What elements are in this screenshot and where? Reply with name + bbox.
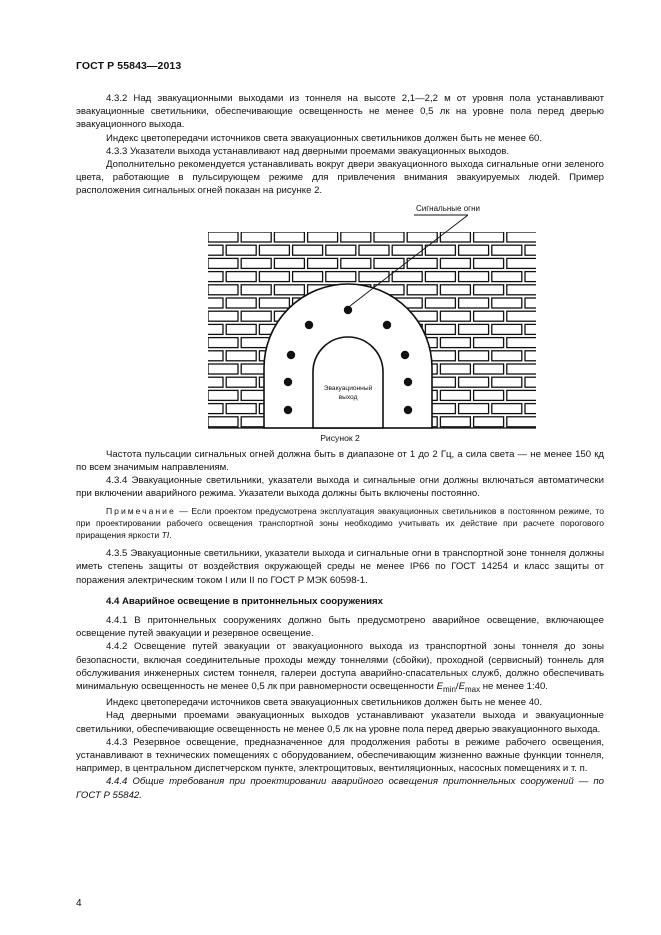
paragraph-exit-signs: Над дверными проемами эвакуационных выходов устанавливают указатели выхода и эвакуационные светильники, обеспечивающие освещенность не менее 0,5 лк на уровне пола перед дверью эвакуационного выхода. (76, 710, 604, 735)
brick (459, 403, 489, 413)
brick (507, 284, 537, 294)
brick (193, 403, 223, 413)
brick (241, 232, 271, 242)
signal-light (401, 350, 409, 358)
document-body (76, 92, 604, 802)
brick (241, 258, 271, 268)
figure-2 (76, 200, 604, 444)
signal-light (404, 405, 412, 413)
brick (474, 364, 504, 374)
brick (507, 232, 537, 242)
brick (440, 416, 470, 426)
figure-2-drawing (76, 200, 604, 432)
signal-light (404, 377, 412, 385)
brick (341, 232, 371, 242)
brick (474, 337, 504, 347)
paragraph-4-3-3: 4.3.3 Указатели выхода устанавливают над дверными проемами эвакуационных выходов. (106, 145, 510, 157)
note-end: . (169, 529, 172, 540)
brick (208, 337, 238, 347)
brick (425, 245, 455, 255)
brick (440, 390, 470, 400)
brick (208, 284, 238, 294)
ratio-sub-min: min (443, 684, 456, 694)
brick (308, 232, 338, 242)
brick (474, 416, 504, 426)
paragraph-4-4-1: 4.4.1 В притоннельных сооружениях должно быть предусмотрено аварийное освещение, включающее освещение путей эвакуации и резервное освещение. (76, 615, 604, 640)
brick (425, 324, 455, 334)
brick (459, 324, 489, 334)
note (76, 506, 604, 541)
ratio-slash: / (455, 681, 459, 693)
brick (259, 298, 289, 308)
brick (193, 377, 223, 387)
brick (459, 298, 489, 308)
brick (359, 245, 389, 255)
brick (226, 324, 256, 334)
brick (274, 258, 304, 268)
brick (208, 416, 238, 426)
brick (326, 271, 356, 281)
signal-light (344, 305, 352, 313)
brick (226, 271, 256, 281)
brick (492, 377, 522, 387)
brick (241, 311, 271, 321)
brick (440, 258, 470, 268)
brick (492, 271, 522, 281)
brick (492, 298, 522, 308)
door-label-line1: Эвакуационный (323, 384, 373, 392)
ratio-tail: не менее 1:40. (480, 681, 548, 693)
document-header: ГОСТ Р 55843—2013 (76, 60, 182, 72)
brick (525, 271, 555, 281)
brick (425, 298, 455, 308)
brick (241, 284, 271, 294)
ratio-e-min: E (436, 681, 443, 693)
page-number: 4 (76, 898, 82, 909)
door-label-line2: выход (338, 393, 358, 401)
brick (308, 258, 338, 268)
brick (208, 258, 238, 268)
brick (440, 337, 470, 347)
callout-label: Сигнальные огни (416, 203, 480, 213)
signal-light (284, 405, 292, 413)
brick (359, 271, 389, 281)
paragraph-4-3-2: 4.3.2 Над эвакуационными выходами из тоннеля на высоте 2,1—2,2 м от уровня пола устанавливают эвакуационные светильники, обеспечивающие освещенность не менее 0,5 лк на уровне пола перед дверью эвакуационного выхода. (76, 93, 604, 131)
brick (507, 337, 537, 347)
brick (459, 245, 489, 255)
brick (459, 350, 489, 360)
paragraph-cri-40: Индекс цветопередачи источников света эвакуационных светильников должен быть не менее 40. (106, 697, 543, 709)
brick (274, 232, 304, 242)
paragraph-pulse-frequency: Частота пульсации сигнальных огней должна быть в диапазоне от 1 до 2 Гц, а сила света — не менее 150 кд по всем значимым направлениям. (76, 448, 604, 473)
brick (525, 245, 555, 255)
paragraph-4-4-3: 4.4.3 Резервное освещение, предназначенное для продолжения работы в режиме рабочего освещения, устанавливают в технических помещениях с оборудованием, обеспечивающим жизненно важные функции тоннеля, например, в центральном диспетчерском пункте, электрощитовых, вентиляционных, насосных помещениях и т. п. (76, 736, 604, 775)
brick (440, 311, 470, 321)
brick (193, 271, 223, 281)
brick (525, 377, 555, 387)
brick (507, 416, 537, 426)
brick (326, 245, 356, 255)
paragraph-4-3-5: 4.3.5 Эвакуационные светильники, указатели выхода и сигнальные огни в транспортной зоне тоннеля должны иметь степень защиты от воздействия окружающей среды не менее IP66 по ГОСТ 14254 и класс защиты от поражения электрическим током I или II по ГОСТ Р МЭК 60598-1. (76, 548, 604, 586)
brick (525, 350, 555, 360)
paragraph-4-3-4: 4.3.4 Эвакуационные светильники, указатели выхода и сигнальные огни должны включаться автоматически при включении аварийного режима. Указатели выхода должны быть включены постоянно. (76, 475, 604, 500)
brick (507, 364, 537, 374)
brick (525, 298, 555, 308)
brick (193, 245, 223, 255)
brick (474, 232, 504, 242)
signal-light (305, 320, 313, 328)
brick (208, 364, 238, 374)
brick (226, 350, 256, 360)
brick (407, 258, 437, 268)
brick (474, 284, 504, 294)
paragraph-4-4-4: 4.4.4 Общие требования при проектировании аварийного освещения притоннельных сооружений — по ГОСТ Р 55842. (76, 776, 604, 801)
note-ti: TI (161, 529, 170, 540)
brick (474, 390, 504, 400)
brick (259, 245, 289, 255)
section-heading-4-4: 4.4 Аварийное освещение в притоннельных сооружениях (106, 595, 383, 607)
brick (492, 403, 522, 413)
brick (226, 377, 256, 387)
note-label: Примечание (106, 506, 176, 517)
note-text: — Если проектом предусмотрена эксплуатация эвакуационных светильников в постоянном режиме, то при проектировании рабочего освещения транспортной зоны необходимо учитывать их действие при расчете порогового приращения яркости (76, 506, 604, 540)
paragraph-signal-lights: Дополнительно рекомендуется устанавливать вокруг двери эвакуационного выхода сигнальные огни зеленого цвета, работающие в пульсирующем режиме для привлечения внимания эвакуируемых людей. Пример расположения сигнальных огней показан на рисунке 2. (76, 159, 604, 197)
brick (474, 311, 504, 321)
brick (193, 350, 223, 360)
brick (492, 324, 522, 334)
brick (374, 258, 404, 268)
ratio-sub-max: max (464, 684, 481, 694)
brick (392, 271, 422, 281)
brick (226, 298, 256, 308)
brick (208, 232, 238, 242)
brick (407, 232, 437, 242)
brick (440, 232, 470, 242)
brick (440, 284, 470, 294)
brick (226, 403, 256, 413)
brick (226, 245, 256, 255)
brick (425, 271, 455, 281)
brick (407, 284, 437, 294)
brick (341, 258, 371, 268)
brick (492, 245, 522, 255)
paragraph-cri-60: Индекс цветопередачи источников света эвакуационных светильников должен быть не менее 60. (106, 132, 543, 144)
brick (507, 258, 537, 268)
paragraph-4-4-2 (76, 640, 604, 696)
signal-light (383, 320, 391, 328)
brick (525, 403, 555, 413)
brick (459, 377, 489, 387)
brick (193, 298, 223, 308)
figure-caption: Рисунок 2 (320, 432, 360, 443)
brick (208, 390, 238, 400)
brick (293, 245, 323, 255)
brick (525, 324, 555, 334)
signal-light (284, 377, 292, 385)
brick (293, 271, 323, 281)
paragraph-4-4-2-text: 4.4.2 Освещение путей эвакуации от эвакуационного выхода из транспортной зоны тоннеля до зоны безопасности, включая соединительные проходы между тоннелями (сбойки), проходной (сервисный) тоннель для обслуживания инженерных систем тоннеля, галереи доступа аварийно-спасательных служб, должно обеспечивать минимальную освещенность не менее 0,5 лк при равномерности освещенности (76, 641, 604, 693)
brick (492, 350, 522, 360)
brick (507, 311, 537, 321)
brick (507, 390, 537, 400)
brick (474, 258, 504, 268)
evacuation-door (313, 337, 383, 428)
brick (374, 232, 404, 242)
brick (193, 324, 223, 334)
brick (259, 271, 289, 281)
brick (274, 284, 304, 294)
brick (208, 311, 238, 321)
brick (459, 271, 489, 281)
brick (440, 364, 470, 374)
signal-light (287, 350, 295, 358)
ratio-e-max: E (458, 681, 465, 693)
